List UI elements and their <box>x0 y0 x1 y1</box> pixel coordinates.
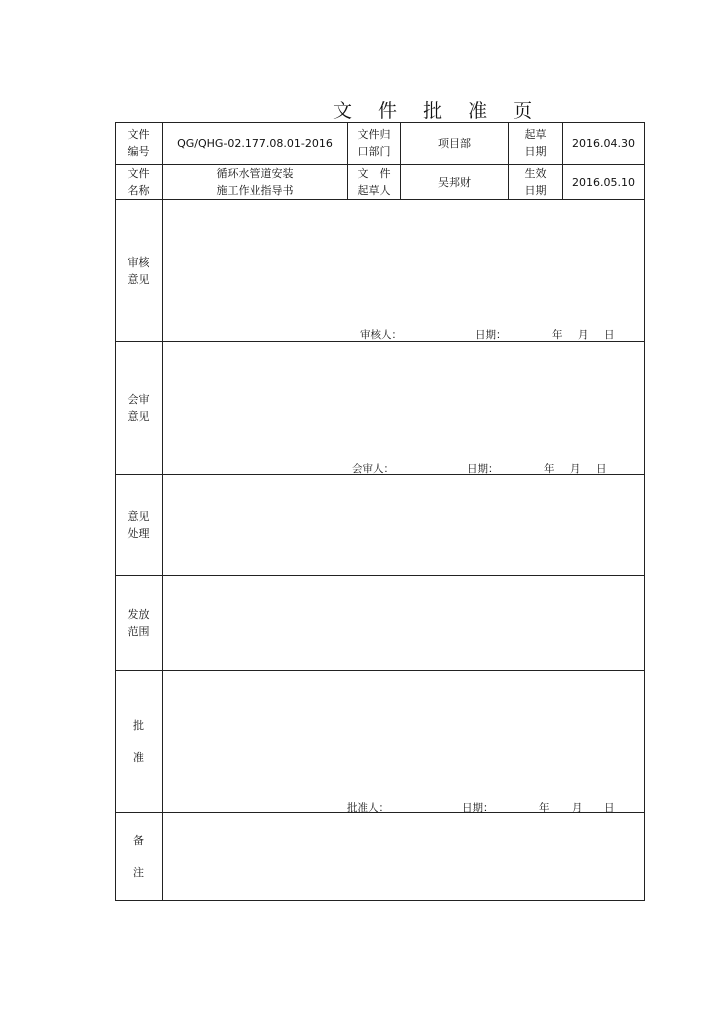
countersign-label: 会审 意见 <box>127 393 150 423</box>
approval-label: 批 准 <box>133 718 144 764</box>
review-year-label: 年 <box>552 329 563 341</box>
draft-date-value: 2016.04.30 <box>572 136 635 150</box>
effective-date-label: 生效 日期 <box>524 167 547 197</box>
review-label: 审核 意见 <box>127 255 150 286</box>
table-border-bottom <box>115 900 645 901</box>
countersign-year-label: 年 <box>544 463 555 475</box>
review-day-label: 日 <box>604 329 615 341</box>
effective-date-value: 2016.05.10 <box>572 175 635 189</box>
review-date-label: 日期： <box>475 329 507 341</box>
dept-value: 项目部 <box>438 136 471 150</box>
handling-label: 意见 处理 <box>127 510 150 540</box>
approval-month-label: 月 <box>572 802 583 814</box>
countersign-day-label: 日 <box>596 463 607 475</box>
countersign-signer-label: 会审人： <box>352 463 394 475</box>
doc-name-value: 循环水管道安装 施工作业指导书 <box>216 167 294 197</box>
approval-signer-label: 批准人： <box>347 802 389 814</box>
doc-number-label: 文件 编号 <box>127 128 150 158</box>
row-divider <box>115 575 645 576</box>
draft-date-label: 起草 日期 <box>524 128 547 158</box>
approval-year-label: 年 <box>539 802 550 814</box>
approval-date-label: 日期： <box>462 802 494 814</box>
remarks-label: 备 注 <box>133 833 144 879</box>
row-divider <box>115 199 645 200</box>
review-month-label: 月 <box>578 329 589 341</box>
review-signer-label: 审核人： <box>360 329 402 341</box>
approval-form-table <box>115 122 645 901</box>
table-border-right <box>644 122 645 901</box>
page-title: 文 件 批 准 页 <box>333 100 543 122</box>
countersign-date-label: 日期： <box>467 463 499 475</box>
doc-name-label: 文件 名称 <box>127 167 150 197</box>
column-divider <box>162 122 163 901</box>
row-divider <box>115 670 645 671</box>
distribution-label: 发放 范围 <box>127 608 150 638</box>
countersign-month-label: 月 <box>570 463 581 475</box>
approval-day-label: 日 <box>604 802 615 814</box>
drafter-label: 文 件 起草人 <box>357 167 391 197</box>
dept-label: 文件归 口部门 <box>357 128 391 158</box>
doc-number-value: QG/QHG-02.177.08.01-2016 <box>177 136 333 150</box>
drafter-value: 吴邦财 <box>438 175 471 189</box>
